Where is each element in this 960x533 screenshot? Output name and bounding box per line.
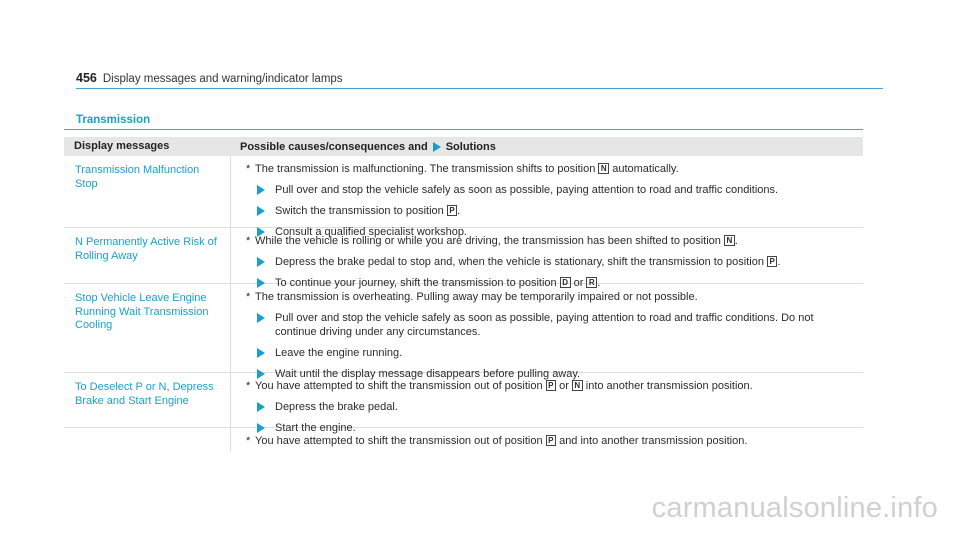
text-segment: or (570, 277, 587, 289)
text-segment: Depress the brake pedal. (275, 401, 398, 413)
causes-solutions-cell (246, 434, 855, 448)
page-number: 456 (76, 71, 97, 85)
table-row (64, 373, 863, 434)
asterisk-icon: * (246, 291, 251, 303)
cause-text (246, 162, 855, 176)
table-row (64, 428, 863, 452)
display-message-text: N Permanently Active Risk of Rolling Away (75, 236, 217, 262)
header-title: Display messages and warning/indicator lamps (102, 73, 343, 85)
text-segment: Leave the engine running. (275, 347, 403, 359)
table-row (64, 284, 863, 380)
column-divider (230, 428, 231, 452)
solution-step (246, 255, 855, 269)
cause-text (246, 290, 855, 304)
asterisk-icon: * (246, 380, 251, 392)
text-segment: Consult a qualified specialist workshop. (275, 226, 467, 238)
solution-step (246, 204, 855, 218)
gear-position-n-icon: N (572, 380, 583, 391)
page-header (76, 71, 883, 85)
text-segment: Wait until the display message disappears before pulling away. (275, 368, 581, 380)
text-segment: . (777, 256, 781, 268)
text-segment: Switch the transmission to position (275, 205, 447, 217)
text-segment: or (556, 380, 572, 392)
column-header-causes: Possible causes/consequences and (240, 141, 428, 153)
arrow-right-icon (257, 185, 265, 195)
table-row (64, 228, 863, 289)
display-message-text: Transmission Malfunction Stop (75, 164, 200, 190)
column-divider (230, 373, 231, 427)
causes-solutions-cell (246, 290, 855, 381)
text-segment: To continue your journey, shift the transmission to position (275, 277, 560, 289)
arrow-right-icon (257, 348, 265, 358)
table-header (64, 137, 863, 156)
gear-position-d-icon: D (560, 277, 571, 288)
arrow-right-icon (433, 142, 441, 152)
solution-step (246, 183, 855, 197)
gear-position-r-icon: R (586, 277, 597, 288)
header-rule (76, 88, 883, 89)
cause-text (246, 379, 855, 393)
display-message-text: To Deselect P or N, Depress Brake and Start Engine (75, 381, 214, 407)
text-segment: The transmission is malfunctioning. The transmission shifts to position (255, 163, 599, 175)
text-segment: . (734, 235, 738, 247)
solution-step (246, 311, 855, 339)
asterisk-icon: * (246, 163, 251, 175)
asterisk-icon: * (246, 435, 251, 447)
section-rule (64, 129, 863, 130)
cause-text (246, 234, 855, 248)
asterisk-icon: * (246, 235, 251, 247)
gear-position-p-icon: P (767, 256, 777, 267)
text-segment: You have attempted to shift the transmission out of position (255, 380, 546, 392)
text-segment: into another transmission position. (582, 380, 753, 392)
message-table (64, 156, 863, 452)
cause-text (246, 434, 855, 448)
arrow-right-icon (257, 206, 265, 216)
text-segment: While the vehicle is rolling or while you are driving, the transmission has been shifted to position (255, 235, 724, 247)
text-segment: Pull over and stop the vehicle safely as soon as possible, paying attention to road and traffic conditions. (275, 184, 779, 196)
column-divider (230, 284, 231, 372)
arrow-right-icon (257, 257, 265, 267)
text-segment: and into another transmission position. (556, 435, 748, 447)
display-message-text: Stop Vehicle Leave Engine Running Wait Transmission Cooling (75, 292, 209, 331)
column-divider (230, 228, 231, 283)
watermark: carmanualsonline.info (651, 492, 938, 524)
causes-solutions-cell (246, 379, 855, 435)
text-segment: . (597, 277, 601, 289)
gear-position-n-icon: N (724, 235, 735, 246)
gear-position-p-icon: P (546, 380, 556, 391)
column-header-display-messages: Display messages (74, 140, 170, 152)
column-divider (230, 156, 231, 227)
arrow-right-icon (257, 313, 265, 323)
text-segment: Depress the brake pedal to stop and, when the vehicle is stationary, shift the transmission to position (275, 256, 768, 268)
text-segment: . (457, 205, 461, 217)
gear-position-n-icon: N (598, 163, 609, 174)
text-segment: Start the engine. (275, 422, 356, 434)
gear-position-p-icon: P (447, 205, 457, 216)
text-segment: You have attempted to shift the transmission out of position (255, 435, 546, 447)
column-header-solutions: Solutions (445, 141, 496, 153)
text-segment: Pull over and stop the vehicle safely as soon as possible, paying attention to road and traffic conditions. Do not continue driving under any circumstances. (275, 312, 814, 338)
column-header-causes-solutions (240, 141, 496, 153)
solution-step (246, 400, 855, 414)
solution-step (246, 346, 855, 360)
text-segment: automatically. (609, 163, 679, 175)
causes-solutions-cell (246, 234, 855, 290)
table-row (64, 156, 863, 238)
section-title: Transmission (76, 114, 151, 126)
text-segment: The transmission is overheating. Pulling away may be temporarily impaired or not possible. (255, 291, 698, 303)
arrow-right-icon (257, 402, 265, 412)
gear-position-p-icon: P (546, 435, 556, 446)
